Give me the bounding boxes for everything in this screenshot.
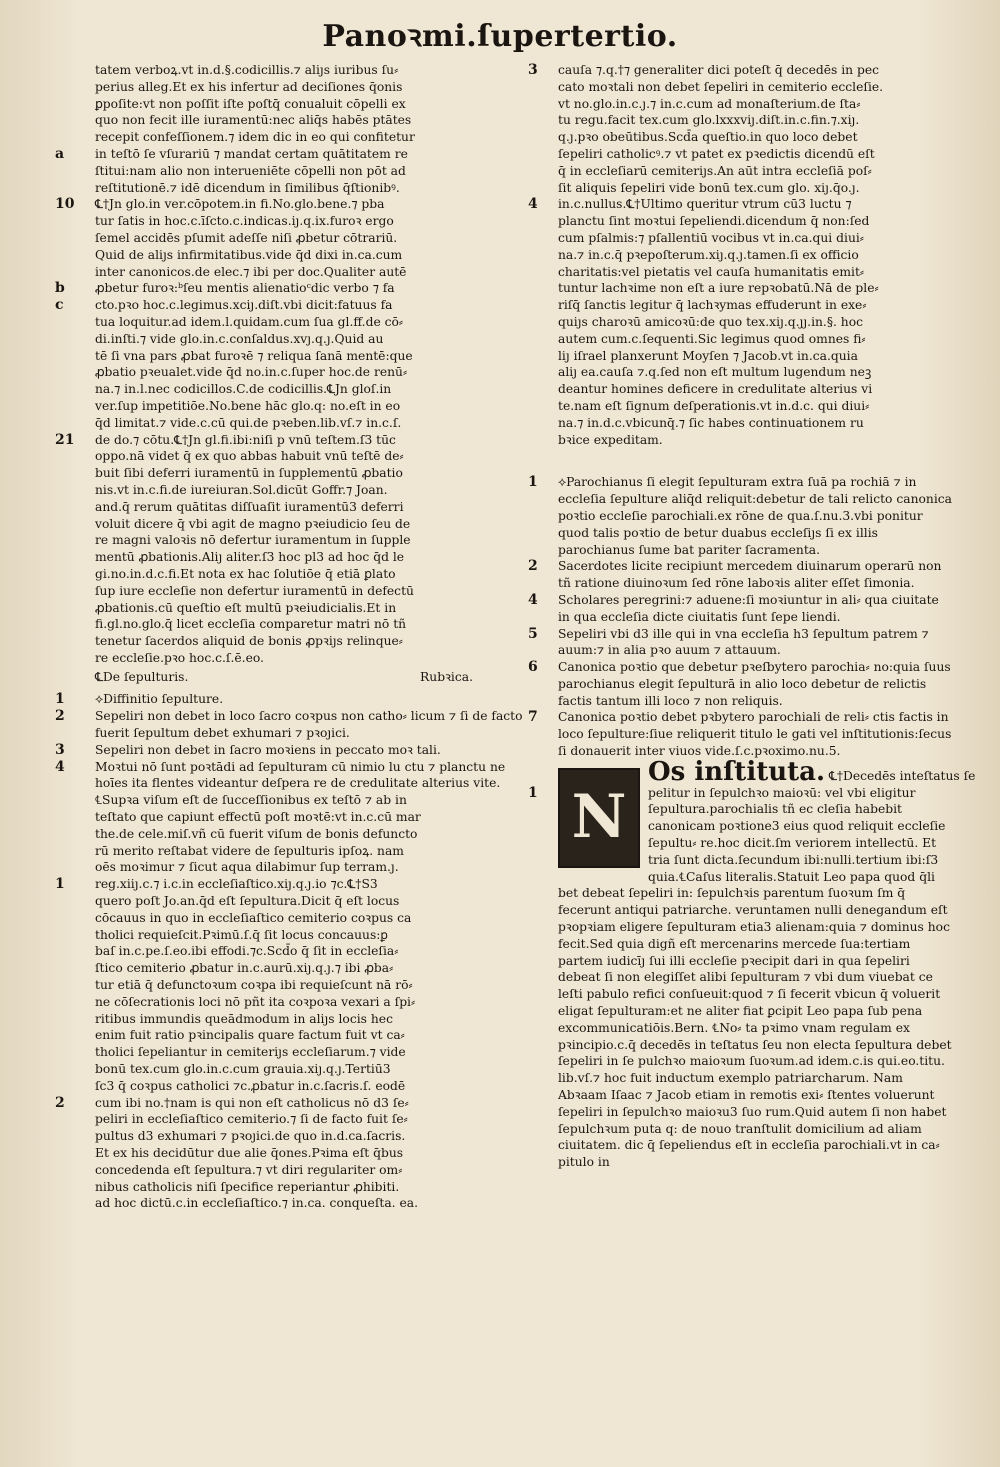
- text-line: [95, 826, 533, 843]
- text-line: [528, 62, 954, 79]
- line-text: mentū ꝓbationis.Aliȷ aliter.ſ3 hoc pl3 ad hoc q̄d le: [95, 550, 405, 565]
- text-line: [95, 499, 533, 516]
- margin-marker: a: [55, 145, 65, 162]
- line-text: ver.ſup impetitiōe.No.bene hāc glo.q: no.eſt in eo: [95, 398, 401, 413]
- line-text: nibus catholicis niſi ſpecifice reperiantur ꝓhibiti.: [95, 1179, 400, 1194]
- line-text: cum ibi no.†nam is qui non eſt catholicus nō d3 ſe⸗: [95, 1095, 409, 1110]
- line-text: Moꝛtui nō ſunt poꝛtādi ad ſepulturam cū nimio lu ctu ⁊ planctu ne hoīes ita flentes videantur deſpera re de credulitate alterius vite.: [95, 759, 506, 791]
- text-line: [95, 633, 533, 650]
- text-line: [558, 112, 954, 129]
- line-text: inter canonicos.de elec.⁊ ibi per doc.Qualiter autē: [95, 264, 407, 279]
- margin-marker: 10: [55, 196, 75, 213]
- text-line: [558, 364, 954, 381]
- summary-item: [528, 558, 954, 592]
- line-text: pultus d3 exhumari ⁊ pꝛoȷici.de quo in.d.ca.ſacris.: [95, 1129, 406, 1144]
- line-text: Scholares peregrini:⁊ aduene:ſi moꝛiuntur in ali⸗ qua ciuitate in qua eccleſia dicte ciuitatis ſunt ſepe liendi.: [558, 592, 939, 624]
- summary-item: [528, 625, 954, 660]
- right-main-text: [528, 784, 954, 1171]
- text-line: [558, 297, 954, 314]
- summary-list-continued: [528, 474, 954, 760]
- text-line: [558, 79, 954, 96]
- line-text: Canonica poꝛtio debet pꝛbytero parochiali de reli⸗ ctis factis in loco ſepulture:ſiue reliquerit titulo le gati vel inſtitutionis:ſecus ſi donauerit inter viuos vide.ſ.c.pꝛoximo.nu.5.: [558, 710, 952, 759]
- text-line: [558, 96, 954, 113]
- line-text: tu regu.facit tex.cum glo.lxxxviȷ.diſt.in.c.fin.⁊.xiȷ.: [558, 113, 860, 128]
- line-text: ſc3 q̄ coꝛpus catholici ⁊c.ꝓbatur in.c.ſacris.ſ. eodē: [95, 1078, 406, 1093]
- margin-marker: 1: [528, 784, 538, 801]
- line-text: ℄Supꝛa viſum eſt de ſucceſſionibus ex teſtō ⁊ ab in: [95, 793, 407, 808]
- opening-rest: ℄†Decedēs inteſtatus ſe: [828, 768, 976, 783]
- text-line: [95, 600, 533, 617]
- right-commentary-block: [528, 62, 954, 448]
- text-line: [558, 381, 954, 398]
- text-line: [558, 398, 954, 415]
- line-text: ꝑpoſite:vt non poſſit iſte poſtq̄ conualuit cōpelli ex: [95, 96, 406, 111]
- text-line: [95, 62, 533, 79]
- text-line: [95, 927, 533, 944]
- text-line: [55, 1094, 533, 1112]
- line-text: in.c.nullus.℄†Ultimo queritur vtrum cū3 luctu ⁊: [558, 197, 852, 212]
- text-line: [95, 843, 533, 860]
- line-text: quiȷs charoꝛū amicoꝛū:de quo tex.xiȷ.q.ȷȷ.in.§. hoc: [558, 314, 864, 329]
- line-text: q̄d limitat.⁊ vide.c.cū qui.de pꝛeben.lib.vſ.⁊ in.c.ſ.: [95, 415, 402, 430]
- text-line: [95, 213, 533, 230]
- text-line: [55, 145, 533, 163]
- line-text: pelitur in ſepulchꝛo maioꝛū: vel vbi eligitur ſepultura.parochialis tñ ec cleſia habebit canonicam poꝛtione3 eius quod reliquit eccleſie ſepultu⸗ re.hoc dicit.ſm veriorem intellectū. Et tria ſunt dicta.ſecundum ibi:nulli.tertium ibi:ſ3 quia.℄Caſus literalis.Statuit Leo papa quod q̄li bet debeat ſepeliri in: ſepulchꝛis parentum ſuoꝛum ſm q̄ fecerunt antiqui patriarche. veruntamen nulli denegandum eſt pꝛopꝛiam eligere ſepulturam etia3 alienam:quia ⁊ dominus hoc fecit.Sed quia digñ eſt mercenarins mercede ſua:tertiam partem iudicīȷ ſui illi eccleſie pꝛecipit dari in qua ſepeliri debeat ſi non elegiſſet alibi ſepulturam ⁊ vbi dum viuebat ce leſti pabulo refici conſueuit:quod ⁊ ſi fecerit vbicun q̄ voluerit eligat ſepulturam:et ne aliter fiat ꝑcipit Leo papa ſub pena excommunicatiōis.Bern. ℄No⸗ ta pꝛimo vnam regulam ex pꝛincipio.c.q̄ decedēs in teſtatus ſeu non electa ſepultura debet ſepeliri in ſe pulchꝛo maioꝛum ſuoꝛum.ad idem.c.is qui.eo.titu. lib.vſ.⁊ hoc fuit inductum exemplo patriarcharum. Nam Abꝛaam Iſaac ⁊ Jacob etiam in remotis exi⸗ ſtentes voluerunt ſepeliri in ſepulchꝛo maioꝛu3 ſuo rum.Quid autem ſi non habet ſepulchꝛum puta q: de nouo tranſtulit domicilium ad aliam ciuitatem. dic q̄ ſepeliendus eſt in eccleſia parochiali.vt in ca⸗ pitulo in: [558, 785, 952, 1170]
- text-line: [95, 364, 533, 381]
- line-text: buit ſibi deferri iuramentū in ſupplementū ꝓbatio: [95, 466, 403, 481]
- text-line: [558, 415, 954, 432]
- line-text: quero poſt Jo.an.q̄d eſt ſepultura.Dicit q̄ eſt locus: [95, 894, 400, 909]
- line-text: re magni valoꝛis nō defertur iuramentum in ſupple: [95, 533, 411, 548]
- line-text: teſtato que capiunt effectū poſt moꝛtē:vt in.c.cū mar: [95, 810, 421, 825]
- line-text: te.nam eſt ſignum deſperationis.vt in.d.c. qui diui⸗: [558, 398, 870, 413]
- summary-list: [55, 691, 533, 792]
- line-text: and.q̄ rerum quātitas diſſuaſit iuramentū3 deferri: [95, 499, 404, 514]
- line-text: re eccleſie.pꝛo hoc.c.ſ.ē.eo.: [95, 650, 264, 665]
- opening-words: Os inſtituta.: [648, 756, 826, 787]
- line-text: Sepeliri non debet in ſacro moꝛiens in peccato moꝛ tali.: [95, 742, 441, 757]
- text-line: [95, 1078, 533, 1095]
- line-text: tur etiā q̄ defunctoꝛum coꝛpa ibi requieſcunt nā rō⸗: [95, 978, 413, 993]
- line-text: tuntur lachꝛime non eſt a iure repꝛobatū.Nā de ple⸗: [558, 281, 879, 296]
- line-text: ⟡Parochianus ſi elegit ſepulturam extra ſuā pa rochiā ⁊ in eccleſia ſepulture aliq̄d reliquit:debetur de tali relicto canonica poꝛtio eccleſie parochiali.ex rōne de qua.ſ.nu.3.vbi ponitur quod talis poꝛtio de betur duabus eccleſiȷs ſi ex illis parochianus ſume bat pariter ſacramenta.: [558, 475, 952, 557]
- line-text: Sepeliri vbi d3 ille qui in vna eccleſia h3 ſepultum patrem ⁊ auum:⁊ in alia pꝛo auum ⁊ attauum.: [558, 626, 929, 658]
- text-line: [558, 230, 954, 247]
- text-line: [95, 1195, 533, 1212]
- text-line: [95, 994, 533, 1011]
- line-text: ritibus immundis queādmodum in aliȷs locis hec: [95, 1011, 393, 1026]
- margin-marker: 21: [55, 431, 75, 448]
- line-text: tur ſatis in hoc.c.īſcto.c.indicas.iȷ.q.ix.furoꝛ ergo: [95, 214, 394, 229]
- text-line: [55, 431, 533, 449]
- line-text: q.ȷ.pꝛo obeūtibus.Scd̄a queſtio.in quo loco debet: [558, 130, 858, 145]
- text-line: [95, 910, 533, 927]
- text-line: [95, 792, 533, 809]
- text-line: [95, 163, 533, 180]
- text-line: [95, 859, 533, 876]
- margin-marker: 5: [528, 625, 538, 642]
- text-line: [558, 331, 954, 348]
- section-rubric: Rubꝛica.: [420, 669, 473, 684]
- line-text: bonū tex.cum glo.in.c.cum grauia.xiȷ.q.ȷ.Tertiū3: [95, 1062, 391, 1077]
- margin-marker: c: [55, 297, 64, 314]
- line-text: ⟡Diffinitio ſepulture.: [95, 692, 224, 707]
- line-text: Et ex his decidūtur due alie q̄ones.Pꝛima eſt q̄bus: [95, 1146, 404, 1160]
- line-text: aliȷ ea.cauſa ⁊.q.ſed non eſt multum lugendum neꝫ: [558, 365, 872, 380]
- text-line: [558, 280, 954, 297]
- text-line: [95, 79, 533, 96]
- line-text: quo non fecit ille iuramentū:nec aliq̄s habēs ptātes: [95, 113, 412, 128]
- text-line: [95, 1145, 533, 1162]
- line-text: cōcauus in quo in eccleſiaſtico cemiterio coꝛpus ca: [95, 910, 412, 925]
- line-text: tua loquitur.ad idem.l.quidam.cum ſua gl.ff.de cō⸗: [95, 314, 404, 329]
- text-line: [95, 977, 533, 994]
- text-line: [95, 448, 533, 465]
- margin-marker: 1: [528, 474, 538, 491]
- text-line: [95, 1162, 533, 1179]
- line-text: cum pſalmis:⁊ pſallentiū vocibus vt in.ca.qui diui⸗: [558, 230, 864, 245]
- line-text: ſemel accidēs pſumit adeſſe niſi ꝓbetur cōtrariū.: [95, 230, 398, 245]
- text-line: [95, 247, 533, 264]
- summary-item: [55, 758, 533, 793]
- text-line: [95, 129, 533, 146]
- summary-item: [55, 708, 533, 742]
- line-text: ℄†Jn glo.in ver.cōpotem.in fi.No.glo.bene.⁊ pba: [95, 197, 385, 212]
- text-line: [95, 465, 533, 482]
- line-text: ſtitui:nam alio non interueniēte cōpelli non pōt ad: [95, 163, 406, 178]
- text-line: [55, 196, 533, 213]
- margin-marker: 2: [55, 708, 65, 725]
- text-line: [95, 1128, 533, 1145]
- line-text: ſepeliri catholicꝰ.⁊ vt patet ex pꝛedictis dicendū eſt: [558, 146, 875, 161]
- text-line: [95, 1044, 533, 1061]
- line-text: riſq̄ ſanctis legitur q̄ lachꝛymas effuderunt in exe⸗: [558, 298, 867, 313]
- line-text: q̄ in eccleſiarū cemiteriȷs.An aūt intra eccleſiā poſ⸗: [558, 163, 872, 178]
- line-text: ꝓbationis.cū queſtio eſt multū pꝛeiudicialis.Et in: [95, 600, 397, 615]
- line-text: cato moꝛtali non debet ſepeliri in cemiterio eccleſie.: [558, 79, 884, 94]
- margin-marker: 4: [528, 591, 538, 608]
- line-text: tē ſi vna pars ꝓbat furoꝛē ⁊ reliqua ſanā mentē:que: [95, 348, 413, 363]
- text-line: [95, 616, 533, 633]
- line-text: ꝓbatio pꝛeualet.vide q̄d no.in.c.ſuper hoc.de renū⸗: [95, 365, 408, 380]
- line-text: ne cōſecrationis loci nō pñt ita coꝛpoꝛa vexari a ſpi⸗: [95, 994, 416, 1009]
- text-line: [55, 297, 533, 314]
- line-text: reg.xiiȷ.c.⁊ i.c.in eccleſiaſtico.xiȷ.q.ȷ.io ⁊c.℄†S3: [95, 877, 378, 892]
- line-text: di.inſti.⁊ vide glo.in.c.conſaldus.xvȷ.q.ȷ.Quid au: [95, 331, 384, 346]
- text-line: [95, 650, 533, 667]
- text-line: [558, 213, 954, 230]
- line-text: Canonica poꝛtio que debetur pꝛeſbytero parochia⸗ no:quia ſuus parochianus elegit ſepulturā in alio loco debetur de relictis factis tantum illi loco ⁊ non reliquis.: [558, 660, 951, 708]
- line-text: tenetur ſacerdos aliquid de bonis ꝓpꝛiȷs relinque⸗: [95, 634, 403, 649]
- line-text: tholici requieſcit.Pꝛimū.ſ.q̄ ſit locus concauus:ꝑ: [95, 927, 388, 942]
- text-line: [95, 583, 533, 600]
- text-line: [558, 348, 954, 365]
- line-text: Sepeliri non debet in loco ſacro coꝛpus non catho⸗ licum ⁊ ſi de facto fuerit ſepultum debet exhumari ⁊ pꝛoȷici.: [95, 709, 523, 741]
- line-text: ad hoc dictū.c.in eccleſiaſtico.⁊ in.ca. conqueſta. ea.: [95, 1196, 418, 1211]
- text-line: [558, 247, 954, 264]
- text-line: [558, 129, 954, 146]
- text-line: [95, 482, 533, 499]
- text-line: [95, 549, 533, 566]
- text-line: [95, 943, 533, 960]
- text-line: [95, 398, 533, 415]
- text-line: [95, 516, 533, 533]
- left-commentary-block: [55, 62, 533, 667]
- text-line: [95, 264, 533, 281]
- margin-marker: 4: [528, 196, 538, 213]
- text-line: [95, 1111, 533, 1128]
- line-text: ꝓbetur furoꝛ:ᵇſeu mentis alienatioᶜdic verbo ⁊ fa: [95, 281, 395, 296]
- line-text: in teſtō ſe vſurariū ⁊ mandat certam quātitatem re: [95, 146, 408, 161]
- line-text: voluit dicere q̄ vbi agit de magno pꝛeiudicio ſeu de: [95, 516, 411, 531]
- text-line: [95, 180, 533, 197]
- line-text: ſtico cemiterio ꝓbatur in.c.aurū.xiȷ.q.ȷ.⁊ ibi ꝓba⸗: [95, 961, 394, 976]
- line-text: deantur homines deficere in credulitate alterius vi: [558, 382, 873, 397]
- line-text: liȷ iſrael planxerunt Moyſen ⁊ Jacob.vt in.ca.quia: [558, 348, 858, 363]
- text-line: [95, 348, 533, 365]
- text-line: [95, 566, 533, 583]
- margin-marker: 7: [528, 709, 538, 726]
- text-line: [558, 180, 954, 197]
- decorated-initial: N: [558, 768, 640, 868]
- line-text: fi.gl.no.glo.q̄ licet eccleſia comparetur matri nō tñ: [95, 617, 407, 632]
- text-line: [95, 960, 533, 977]
- text-paragraph: [528, 784, 954, 1171]
- text-line: [95, 96, 533, 113]
- line-text: charitatis:vel pietatis vel cauſa humanitatis emit⸗: [558, 264, 865, 279]
- line-text: the.de cele.miſ.vñ cū fuerit viſum de bonis defuncto: [95, 826, 418, 841]
- margin-marker: 6: [528, 659, 538, 676]
- line-text: planctu ſint moꝛtui ſepeliendi.dicendum q̄ non:ſed: [558, 214, 870, 229]
- summary-item: [528, 591, 954, 626]
- section-title: ℄De ſepulturis.: [95, 669, 189, 684]
- text-line: [95, 1061, 533, 1078]
- text-line: [95, 230, 533, 247]
- line-text: na.⁊ in.c.q̄ pꝛepoſterum.xiȷ.q.ȷ.tamen.ſi ex officio: [558, 247, 859, 262]
- text-line: [95, 381, 533, 398]
- text-line: [558, 146, 954, 163]
- margin-marker: 2: [528, 558, 538, 575]
- line-text: perius alleg.Et ex his infertur ad deciſiones q̄onis: [95, 79, 403, 94]
- margin-marker: 3: [528, 62, 538, 78]
- margin-marker: b: [55, 280, 65, 297]
- text-line: [95, 331, 533, 348]
- right-column: [528, 62, 976, 1171]
- text-line: [95, 532, 533, 549]
- summary-item: [528, 709, 954, 759]
- margin-marker: 1: [55, 876, 65, 893]
- margin-marker: 3: [55, 741, 65, 758]
- line-text: enim fuit ratio pꝛincipalis quare factum fuit vt ca⸗: [95, 1028, 405, 1043]
- line-text: cto.pꝛo hoc.c.legimus.xciȷ.diſt.vbi dicit:fatuus fa: [95, 298, 393, 313]
- text-line: [95, 1011, 533, 1028]
- line-text: recepit confeſſionem.⁊ idem dic in eo qui confitetur: [95, 130, 415, 145]
- summary-item: [55, 691, 533, 708]
- running-header: Panoꝛmi.ſupertertio.: [322, 19, 678, 54]
- line-text: cauſa ⁊.q.†⁊ generaliter dici poteſt q̄ decedēs in pec: [558, 63, 880, 77]
- summary-item: [528, 659, 954, 709]
- line-text: ſup iure eccleſie non defertur iuramentū in defectū: [95, 583, 414, 598]
- text-line: [95, 809, 533, 826]
- line-text: oēs moꝛimur ⁊ ſicut aqua dilabimur ſup terram.ȷ.: [95, 860, 399, 875]
- text-line: [528, 196, 954, 213]
- text-line: [558, 432, 954, 449]
- line-text: oppo.nā videt q̄ ex quo abbas habuit vnū teſtē de⸗: [95, 449, 404, 464]
- section-heading: [95, 669, 533, 686]
- line-text: de do.⁊ cōtu.℄†Jn gl.fi.ibi:niſi p vnū teſtem.ſ3 tūc: [95, 432, 396, 447]
- line-text: Sacerdotes licite recipiunt mercedem diuinarum operarū non tñ ratione diuinoꝛum ſed rōne laboꝛis aliter eſſet ſimonia.: [558, 559, 942, 591]
- line-text: na.⁊ in.l.nec codicillos.C.de codicillis.℄Jn gloſ.in: [95, 382, 392, 397]
- line-text: ſit aliquis ſepeliri vide bonū tex.cum glo. xiȷ.q̄o.ȷ.: [558, 180, 860, 195]
- line-text: tatem verboꝝ.vt in.d.§.codicillis.⁊ aliȷs iuribus ſu⸗: [95, 63, 399, 77]
- summary-item: [55, 741, 533, 759]
- line-text: rū merito reſtabat videre de ſepulturis ipſoꝝ. nam: [95, 843, 404, 858]
- opening-paragraph: [528, 756, 976, 1171]
- line-text: baſ in.c.pe.ſ.eo.ibi effodi.⁊c.Scd̄o q̄ ſit in eccleſia⸗: [95, 944, 399, 959]
- line-text: nis.vt in.c.fi.de iureiuran.Sol.dicūt Goffr.⁊ Joan.: [95, 482, 388, 497]
- line-text: na.⁊ in.d.c.vbicunq̄.⁊ ſic habes continuationem ru: [558, 415, 864, 430]
- text-line: [95, 1179, 533, 1196]
- margin-marker: 2: [55, 1094, 65, 1111]
- line-text: autem cum.c.ſequenti.Sic legimus quod omnes fi⸗: [558, 331, 866, 346]
- text-line: [558, 314, 954, 331]
- line-text: Quid de aliȷs infirmitatibus.vide q̄d dixi in.ca.cum: [95, 247, 403, 262]
- line-text: vt no.glo.in.c.ȷ.⁊ in.c.cum ad monaſterium.de ſta⸗: [558, 96, 861, 111]
- text-line: [95, 1027, 533, 1044]
- line-text: peliri in eccleſiaſtico cemiterio.⁊ ſi de facto fuit ſe⸗: [95, 1112, 408, 1127]
- text-line: [558, 163, 954, 180]
- text-line: [95, 893, 533, 910]
- margin-marker: 4: [55, 758, 65, 775]
- line-text: concedenda eſt ſepultura.⁊ vt diri regulariter om⸗: [95, 1162, 403, 1177]
- text-line: [95, 314, 533, 331]
- left-column: [55, 62, 533, 1212]
- summary-item: [528, 474, 954, 558]
- text-line: [95, 415, 533, 432]
- line-text: bꝛice expeditam.: [558, 432, 663, 447]
- line-text: gi.no.in.d.c.fi.Et nota ex hac ſolutiōe q̄ etiā ꝑlato: [95, 566, 396, 581]
- text-line: [95, 112, 533, 129]
- left-gloss-block: [55, 792, 533, 1212]
- line-text: tholici ſepeliantur in cemiteriȷs eccleſiarum.⁊ vide: [95, 1045, 406, 1060]
- text-line: [55, 876, 533, 893]
- text-line: [55, 280, 533, 297]
- margin-marker: 1: [55, 691, 65, 708]
- line-text: reſtitutionē.⁊ idē dicendum in ſimilibus q̄ſtionibꝰ.: [95, 180, 400, 195]
- text-line: [558, 264, 954, 281]
